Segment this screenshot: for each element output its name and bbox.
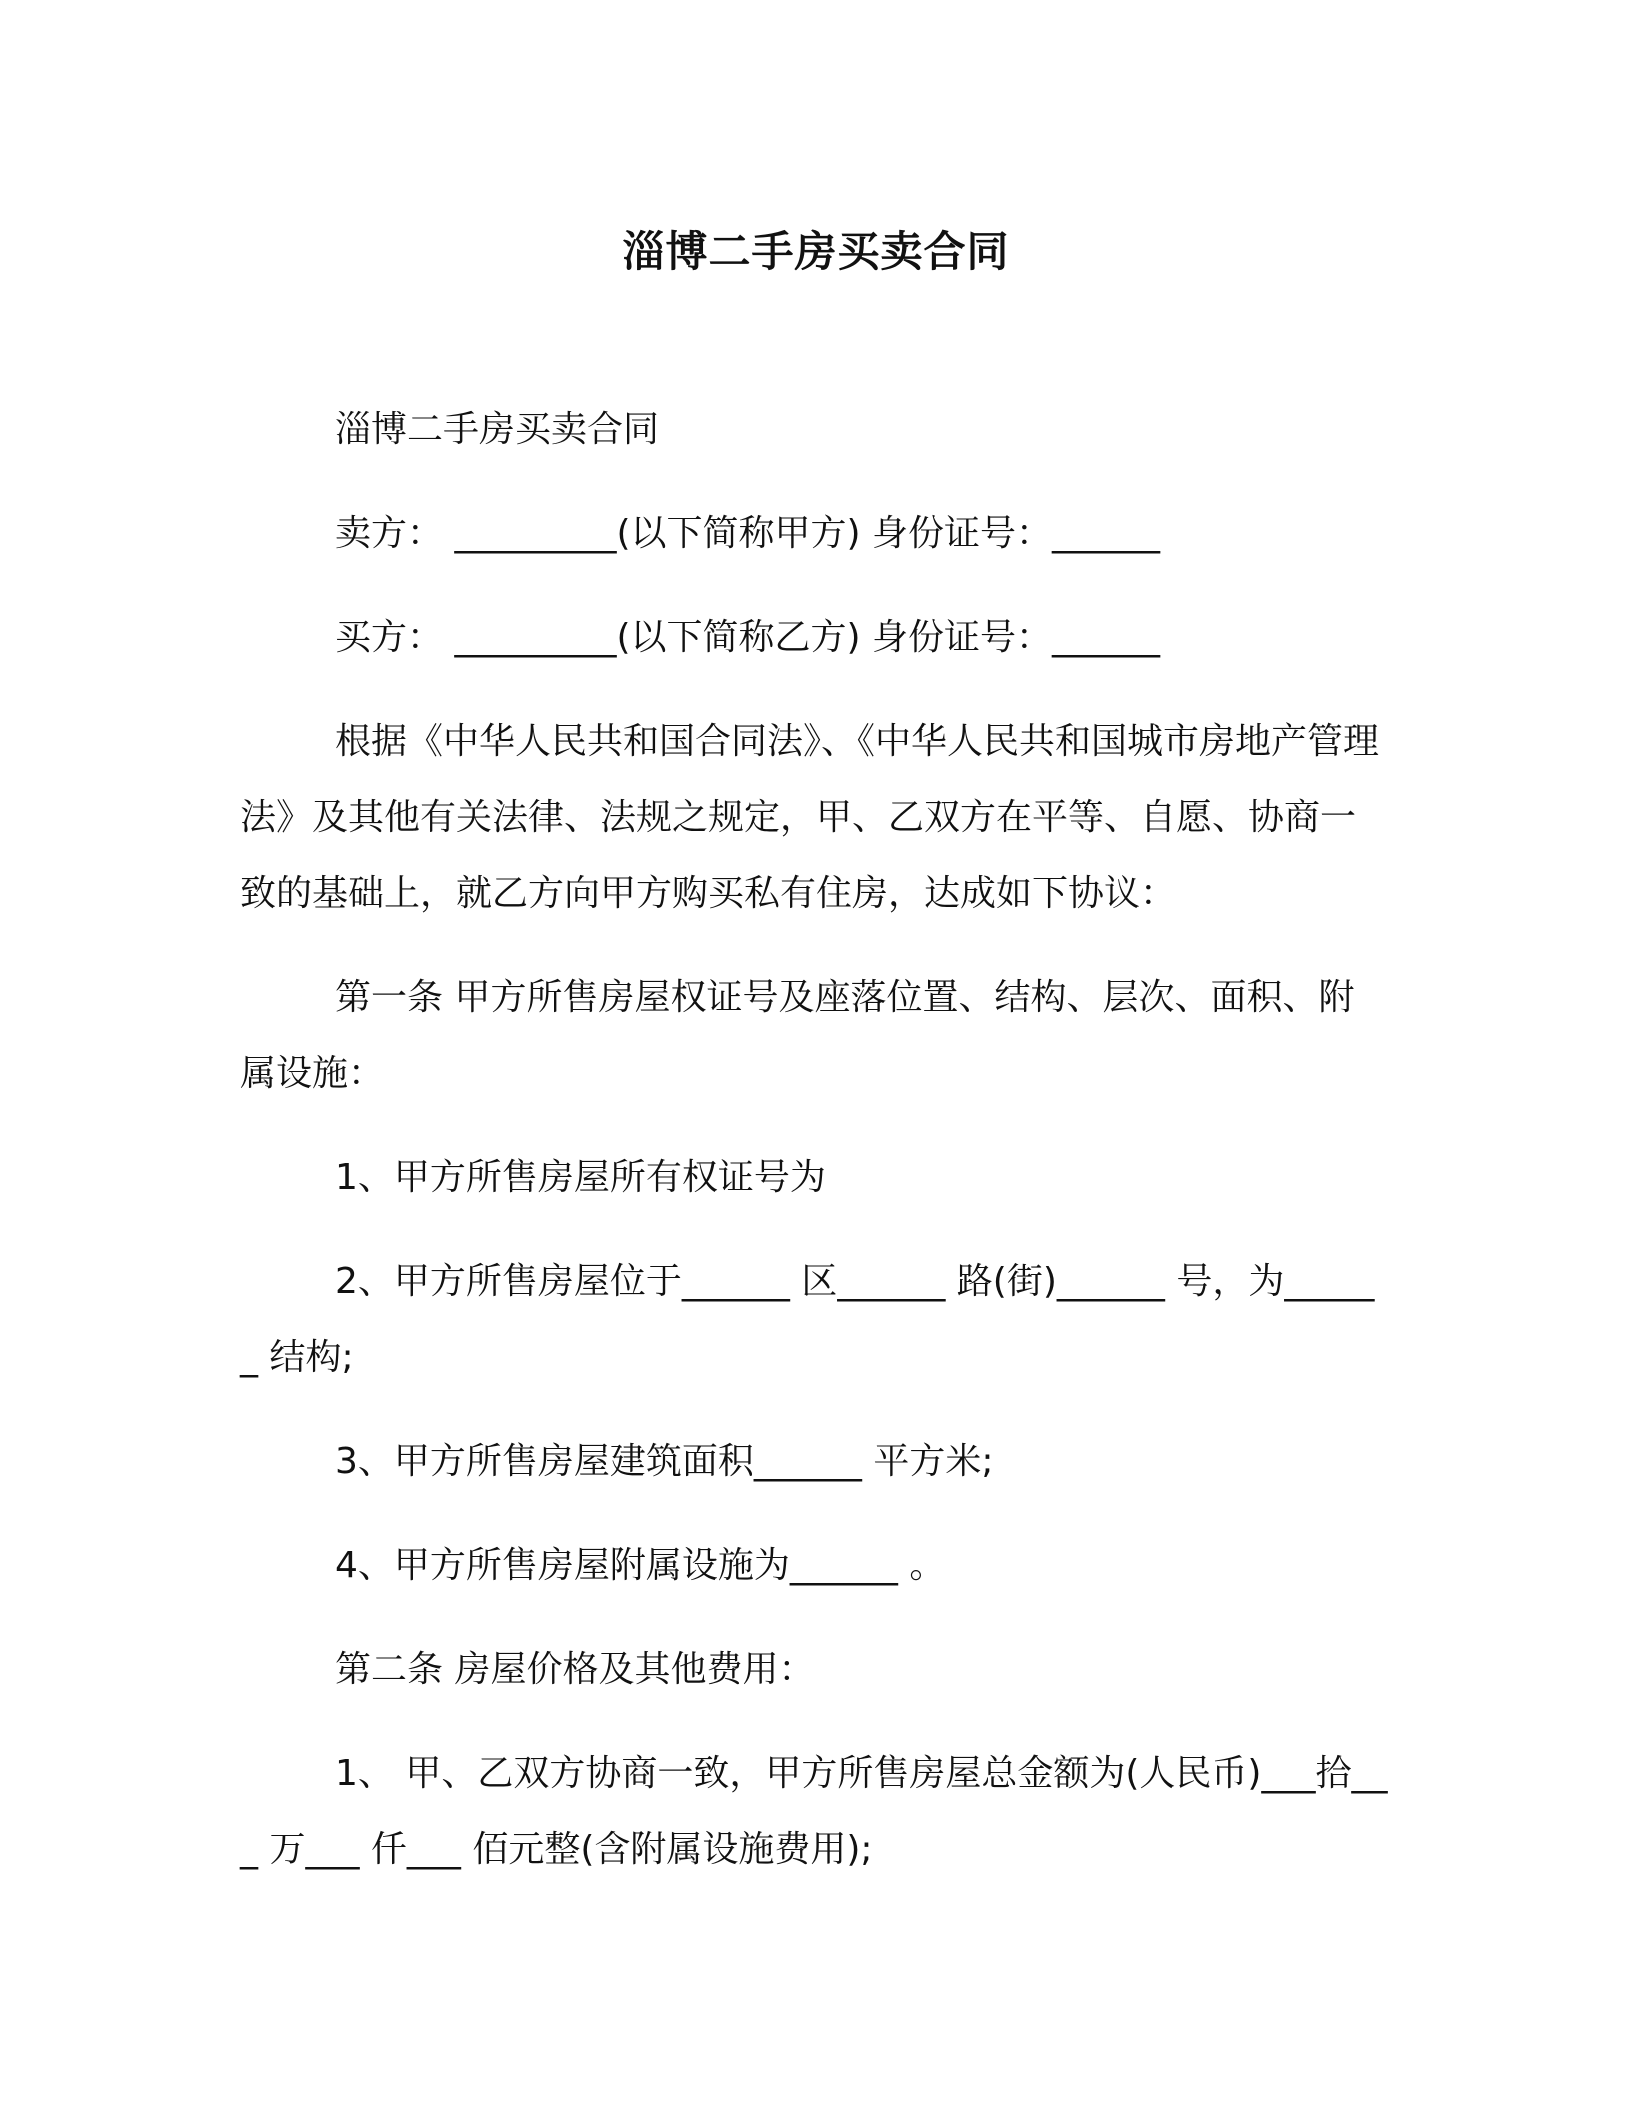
article-1-item-1: 1、甲方所售房屋所有权证号为 <box>335 1157 826 1198</box>
article-1-item-4: 4、甲方所售房屋附属设施为______ 。 <box>335 1545 946 1586</box>
preamble-paragraph: 根据《中华人民共和国合同法》、《中华人民共和国城市房地产管理法》及其他有关法律、法规之规定，甲、乙双方在平等、自愿、协商一致的基础上，就乙方向甲方购买私有住房，达成如下协议： <box>240 721 1380 914</box>
document-body <box>240 392 1390 1916</box>
article-1-item-2: 2、甲方所售房屋位于______ 区______ 路(街)______ 号，为______ 结构; <box>240 1261 1375 1378</box>
article-2-item-1: 1、 甲、乙双方协商一致，甲方所售房屋总金额为(人民币)___拾___ 万___ 仟___ 佰元整(含附属设施费用); <box>240 1753 1388 1870</box>
contract-subtitle: 淄博二手房买卖合同 <box>335 409 660 450</box>
buyer-line: 买方： _________(以下简称乙方) 身份证号：______ <box>335 617 1160 658</box>
article-2-heading: 第二条 房屋价格及其他费用： <box>335 1649 815 1690</box>
article-1-item-3: 3、甲方所售房屋建筑面积______ 平方米; <box>335 1441 994 1482</box>
seller-line: 卖方： _________(以下简称甲方) 身份证号：______ <box>335 513 1160 554</box>
article-1-heading: 第一条 甲方所售房屋权证号及座落位置、结构、层次、面积、附属设施： <box>240 977 1355 1094</box>
document-title: 淄博二手房买卖合同 <box>622 227 1010 276</box>
